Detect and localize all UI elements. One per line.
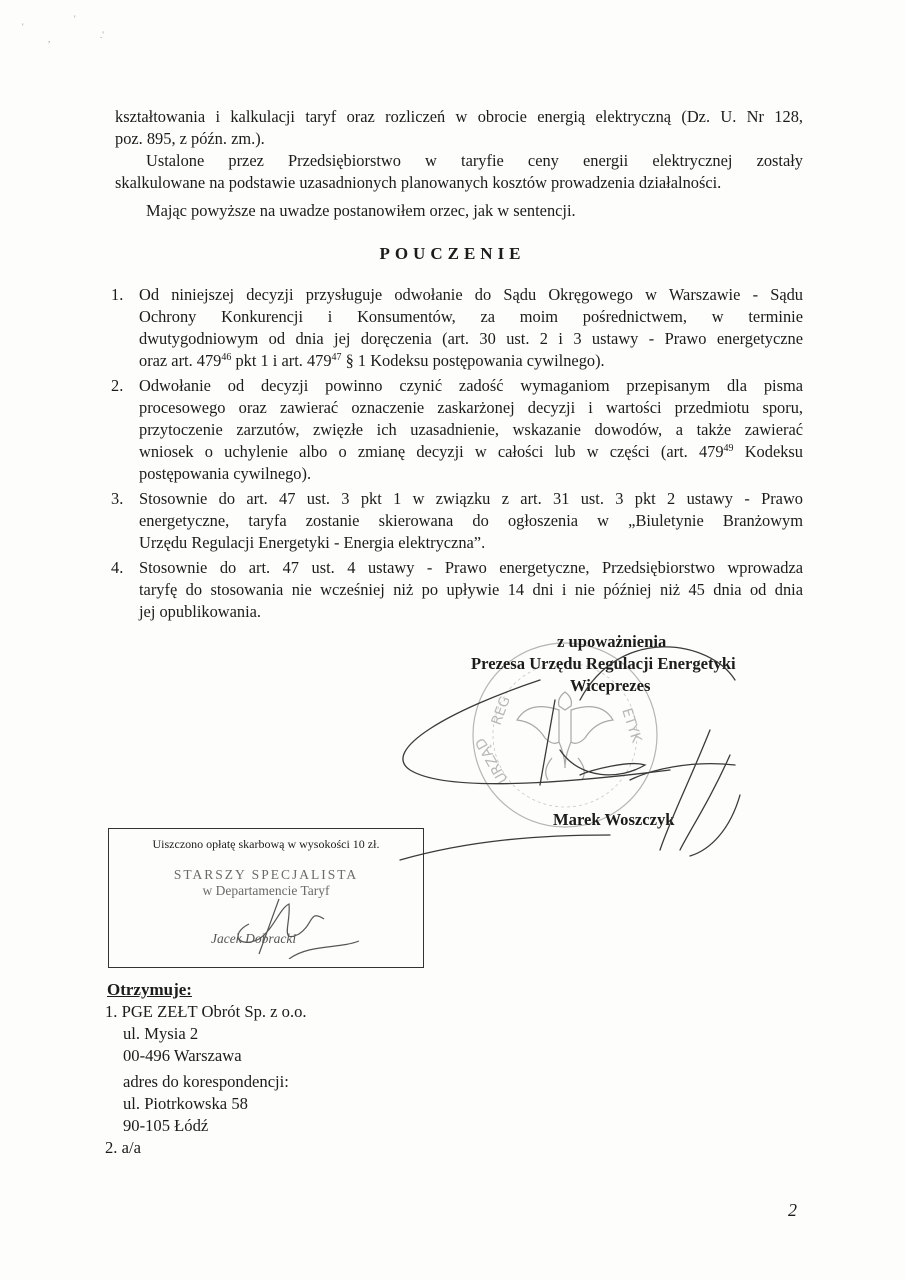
stamp-signature-graphic: [219, 889, 369, 959]
signature-office-line: Prezesa Urzędu Regulacji Energetyki: [471, 654, 736, 673]
item-number: 3.: [111, 489, 124, 508]
stamp-title: STARSZY SPECJALISTA: [173, 867, 359, 882]
price-paragraph: [115, 150, 803, 172]
signature-authority-line: z upoważnienia: [557, 632, 667, 651]
item-line: Odwołanie od decyzji powinno czynić zadość wymaganiom przepisanym dla pisma: [139, 376, 803, 395]
item-line: taryfę do stosowania nie wcześniej niż po upływie 14 dni i nie później niż 45 dnia od dnia: [139, 580, 803, 599]
superscript: 47: [331, 352, 342, 363]
text-run: pkt 1 i art. 479: [231, 351, 332, 370]
scan-speck: ': [22, 22, 24, 32]
item-number: 4.: [111, 558, 124, 577]
section-heading: POUCZENIE: [379, 244, 526, 263]
text-run: § 1 Kodeksu postępowania cywilnego).: [341, 351, 605, 370]
item-line: Ochrony Konkurencji i Konsumentów, za moim pośrednictwem, w terminie: [139, 307, 803, 326]
fee-note: Uiszczono opłatę skarbową w wysokości 10 zł.: [152, 837, 380, 851]
seal-rim-lettering: ETYK: [618, 706, 645, 745]
text-run: wniosek o uchylenie albo o zmianę decyzji w całości lub w części (art. 479: [139, 442, 724, 461]
item-line: postępowania cywilnego).: [139, 464, 312, 483]
recipient-2: 2. a/a: [105, 1138, 141, 1157]
scan-speck: .': [100, 30, 104, 40]
item-line: [139, 441, 803, 463]
recipient-1: 1. PGE ZEŁT Obrót Sp. z o.o.: [105, 1002, 307, 1021]
superscript: 49: [723, 443, 734, 454]
item-line: Od niniejszej decyzji przysługuje odwołanie do Sądu Okręgowego w Warszawie - Sądu: [139, 285, 803, 304]
item-line: dwutygodniowym od dnia jej doręczenia (art. 30 ust. 2 i 3 ustawy - Prawo energetyczne: [139, 329, 803, 348]
list-item: [107, 488, 803, 554]
list-item: [107, 375, 803, 485]
price-paragraph-end: [115, 172, 803, 194]
recipient-city: 00-496 Warszawa: [123, 1046, 242, 1065]
item-line: procesowego oraz zawierać oznaczenie zaskarżonej decyzji i wartości przedmiotu sporu,: [139, 398, 803, 417]
correspondence-city: 90-105 Łódź: [123, 1116, 209, 1135]
fee-stamp-box: [108, 828, 424, 968]
instruction-list: [107, 284, 803, 626]
correspondence-label: adres do korespondencji:: [123, 1072, 289, 1091]
item-line: jej opublikowania.: [139, 602, 261, 621]
recipients-title: Otrzymuje:: [107, 980, 192, 999]
recipient-street: ul. Mysia 2: [123, 1024, 199, 1043]
price-line: Ustalone przez Przedsiębiorstwo w taryfie ceny energii elektrycznej zostały: [146, 151, 803, 170]
item-line: [139, 350, 803, 372]
text-run: oraz art. 479: [139, 351, 222, 370]
intro-paragraph-end: [115, 128, 803, 150]
item-line: przytoczenie zarzutów, zwięzłe ich uzasadnienie, wskazanie dowodów, a także zawierać: [139, 420, 803, 439]
correspondence-street: ul. Piotrkowska 58: [123, 1094, 248, 1113]
signatory-name: Marek Woszczyk: [553, 810, 675, 829]
superscript: 46: [221, 352, 232, 363]
intro-line: poz. 895, z późn. zm.).: [115, 129, 265, 148]
scan-speck: ,: [48, 34, 51, 44]
stamp-department: w Departamencie Taryf: [202, 883, 330, 898]
list-item: [107, 557, 803, 623]
conclusion-paragraph: [115, 200, 803, 222]
seal-rim-lettering: URZĄD: [472, 734, 512, 786]
list-item: [107, 284, 803, 372]
stamp-name: Jacek Dobracki: [211, 931, 297, 946]
item-number: 2.: [111, 376, 124, 395]
item-line: energetyczne, taryfa zostanie skierowana do ogłoszenia w „Biuletynie Branżowym: [139, 511, 803, 530]
item-number: 1.: [111, 285, 124, 304]
handwritten-signature-graphic: [390, 630, 770, 870]
price-line: skalkulowane na podstawie uzasadnionych planowanych kosztów prowadzenia działalności.: [115, 173, 722, 192]
page-number: 2: [788, 1200, 797, 1220]
item-line: Stosownie do art. 47 ust. 4 ustawy - Prawo energetyczne, Przedsiębiorstwo wprowadza: [139, 558, 803, 577]
item-line: Stosownie do art. 47 ust. 3 pkt 1 w związku z art. 31 ust. 3 pkt 2 ustawy - Prawo: [139, 489, 803, 508]
conclusion-line: Mając powyższe na uwadze postanowiłem orzec, jak w sentencji.: [146, 201, 576, 220]
signature-role-line: Wiceprezes: [570, 676, 651, 695]
item-line: Urzędu Regulacji Energetyki - Energia elektryczna”.: [139, 533, 486, 552]
scan-speck: ': [74, 14, 76, 24]
seal-rim-lettering: REG: [488, 694, 514, 728]
intro-paragraph: [115, 106, 803, 128]
text-run: Kodeksu: [733, 442, 803, 461]
intro-line: kształtowania i kalkulacji taryf oraz rozliczeń w obrocie energią elektryczną (Dz. U. Nr 128,: [115, 107, 803, 126]
